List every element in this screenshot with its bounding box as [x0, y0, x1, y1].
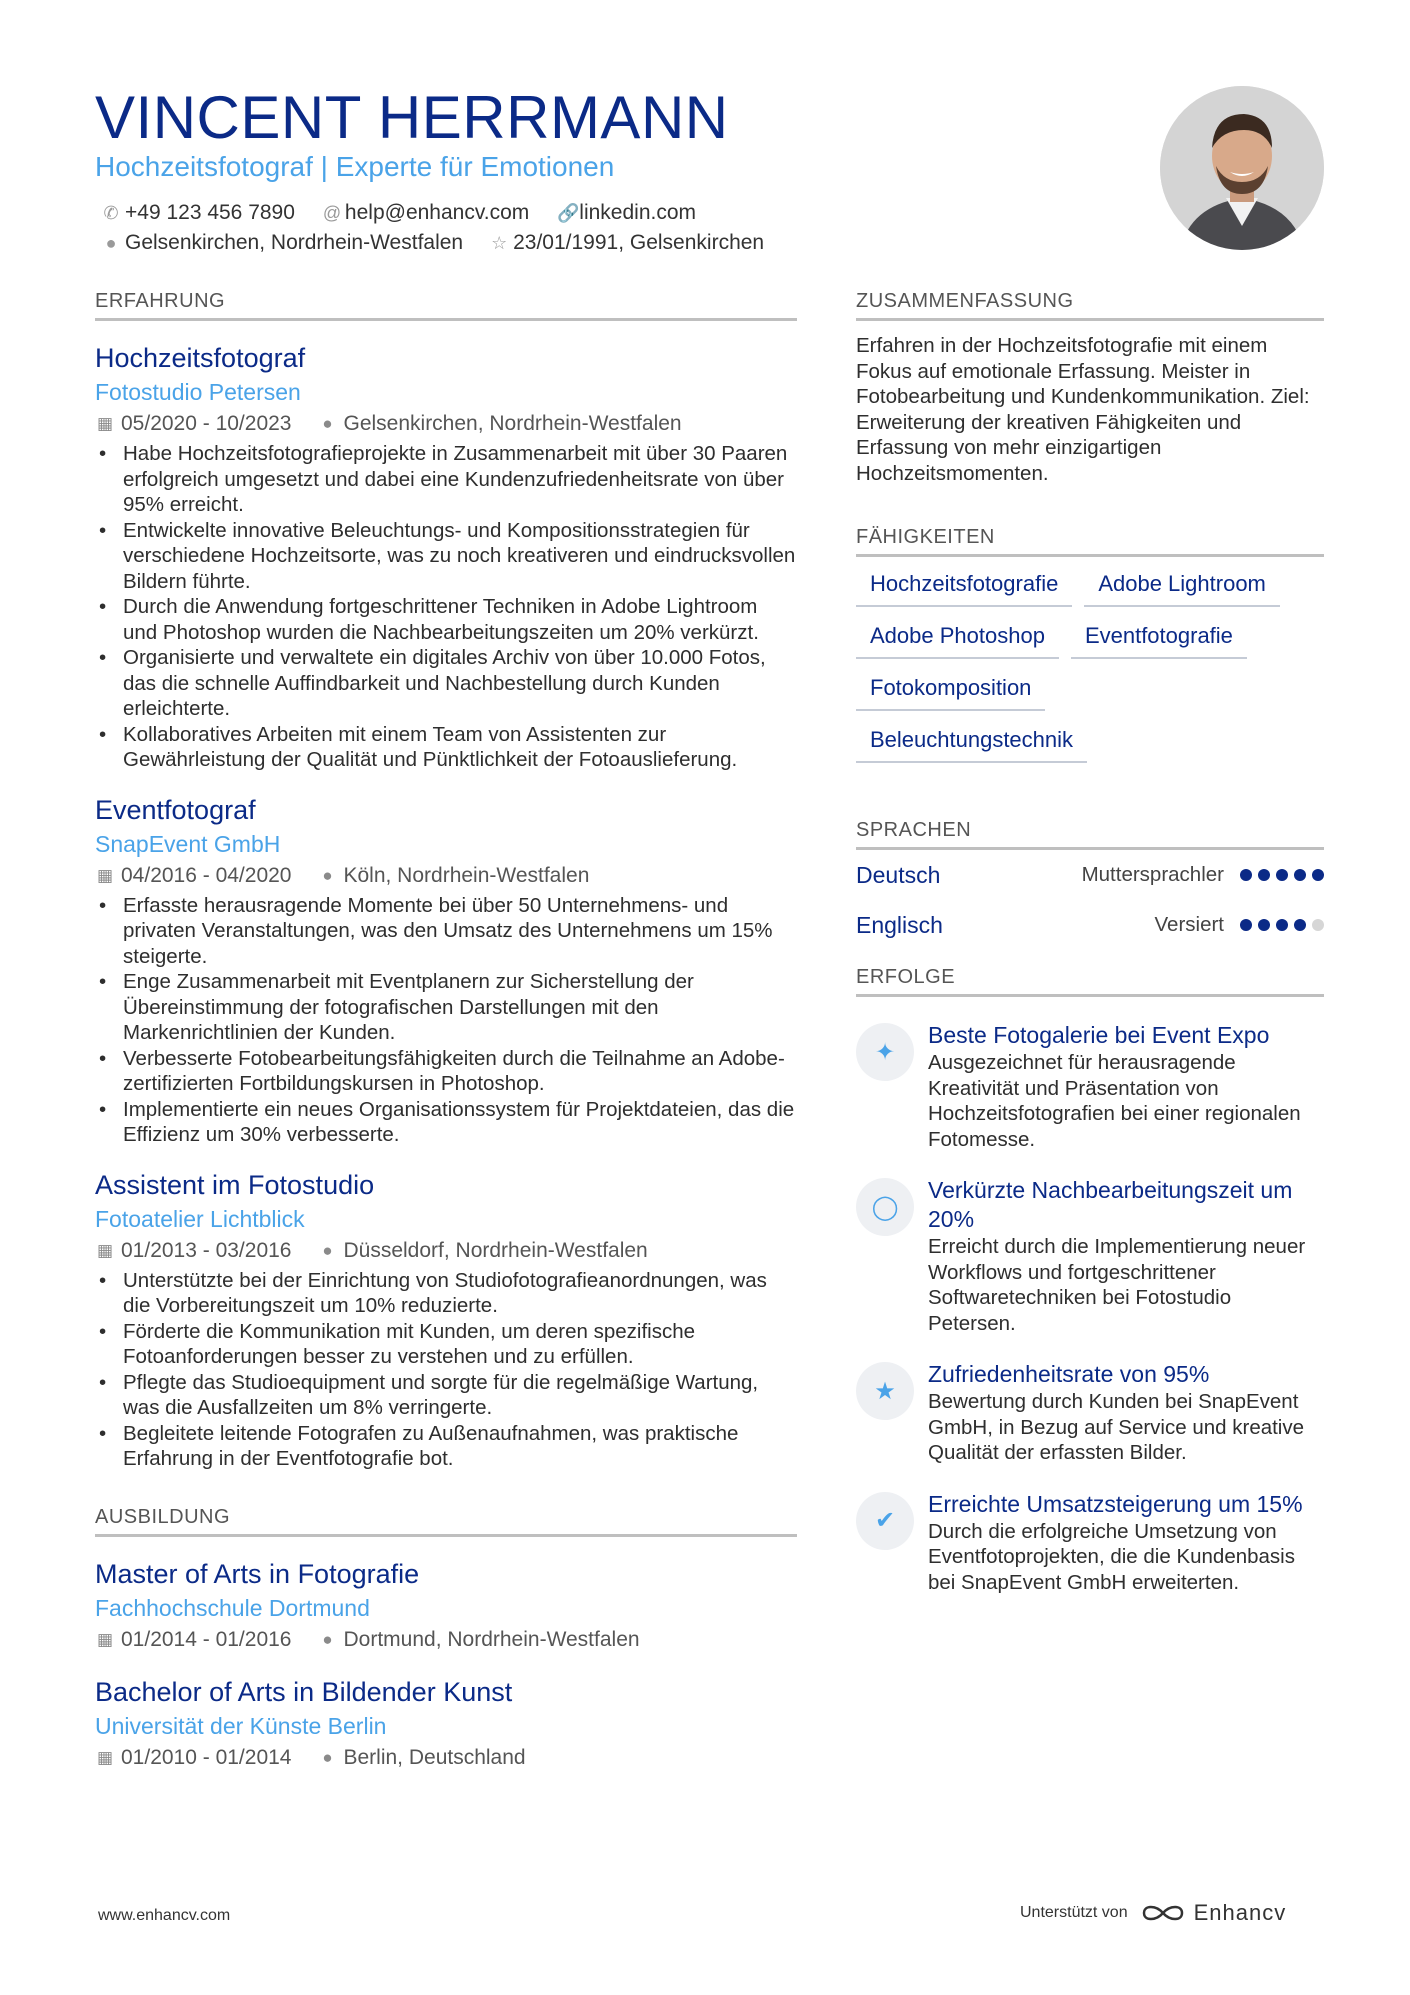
location-pin-icon: ●	[105, 233, 117, 253]
achievement-item	[856, 1021, 1324, 1152]
profile-photo	[1160, 86, 1324, 250]
bullet-item: • Entwickelte innovative Beleuchtungs- und Kompositionsstrategien für verschiedene Hochzeitsorte, was zu noch kreativeren und eindrucksvollen Bildern führte.	[95, 518, 797, 595]
achievement-description: Erreicht durch die Implementierung neuer Workflows und fortgeschrittener Softwaretechniken bei Fotostudio Petersen.	[928, 1235, 1306, 1335]
achievement-item	[856, 1360, 1324, 1466]
lightbulb-icon: ◯	[856, 1178, 914, 1236]
rating-dot-filled	[1258, 869, 1270, 881]
achievement-title: Verkürzte Nachbearbeitungszeit um 20%	[928, 1177, 1293, 1232]
skill-tag: Eventfotografie	[1071, 621, 1247, 659]
bullet-item: • Begleitete leitende Fotografen zu Außenaufnahmen, was praktische Erfahrung in der Eventfotografie bot.	[95, 1421, 797, 1472]
linkedin-text: linkedin.com	[579, 201, 697, 224]
footer-branding	[1020, 1900, 1286, 1926]
language-level: Muttersprachler	[1081, 863, 1224, 886]
job-title: Assistent im Fotostudio	[95, 1169, 375, 1200]
bullet-item: • Enge Zusammenarbeit mit Eventplanern zur Sicherstellung der Übereinstimmung der fotografischen Darstellungen mit den Markenrichtlinien der Kunden.	[95, 969, 797, 1046]
checkmark-icon: ✔	[856, 1492, 914, 1550]
company-name: Fotoatelier Lichtblick	[95, 1205, 305, 1232]
candidate-name: VINCENT HERRMANN	[95, 84, 729, 151]
skills-heading: FÄHIGKEITEN	[856, 526, 1324, 557]
rating-dot-empty	[1312, 919, 1324, 931]
phone-text: +49 123 456 7890	[125, 201, 295, 224]
education-entry	[95, 1557, 797, 1655]
brand-name: Enhancv	[1193, 1900, 1287, 1925]
location-pin-icon: ●	[322, 1747, 333, 1767]
contact-email[interactable]	[323, 198, 529, 228]
left-column	[95, 290, 797, 1773]
rating-dot-filled	[1276, 869, 1288, 881]
contact-row	[103, 198, 863, 228]
bullet-item: • Erfasste herausragende Momente bei über 50 Unternehmens- und privaten Veranstaltungen, was den Umsatz des Unternehmens um 15% steigerte.	[95, 893, 797, 970]
degree-title: Master of Arts in Fotografie	[95, 1558, 420, 1589]
languages-list	[856, 850, 1324, 950]
experience-heading: ERFAHRUNG	[95, 290, 797, 321]
calendar-icon: ▦	[97, 1629, 114, 1649]
entry-meta	[95, 1236, 797, 1266]
languages-heading: SPRACHEN	[856, 819, 1324, 850]
language-level: Versiert	[1154, 913, 1224, 936]
rating-dot-filled	[1258, 919, 1270, 931]
location-text: Köln, Nordrhein-Westfalen	[343, 863, 590, 887]
rating-dot-filled	[1240, 919, 1252, 931]
bullet-item: • Unterstützte bei der Einrichtung von Studiofotografieanordnungen, was die Vorbereitungszeit um 10% reduzierte.	[95, 1268, 797, 1319]
bullet-item: • Förderte die Kommunikation mit Kunden, um deren spezifische Fotoanforderungen besser zu verstehen und zu erfüllen.	[95, 1319, 797, 1370]
contact-row	[103, 228, 863, 258]
skills-list	[856, 569, 1324, 763]
bullet-item: • Pflegte das Studioequipment und sorgte für die regelmäßige Wartung, was die Ausfallzeiten um 8% verringerte.	[95, 1370, 797, 1421]
date-range	[97, 409, 291, 439]
location-pin-icon: ●	[322, 1240, 333, 1260]
language-name: Englisch	[856, 911, 943, 938]
location-pin-icon: ●	[322, 865, 333, 885]
calendar-icon: ▦	[97, 1747, 114, 1767]
job-title: Hochzeitsfotograf	[95, 343, 306, 373]
language-row	[856, 900, 1324, 950]
skill-tag: Hochzeitsfotografie	[856, 569, 1072, 607]
summary-heading: ZUSAMMENFASSUNG	[856, 290, 1324, 321]
achievement-body	[928, 1490, 1324, 1596]
school-name: Universität der Künste Berlin	[95, 1712, 387, 1739]
contact-info	[103, 198, 863, 258]
skill-tag: Beleuchtungstechnik	[856, 725, 1087, 763]
location-text: Dortmund, Nordrhein-Westfalen	[343, 1627, 640, 1651]
bullet-item: • Kollaboratives Arbeiten mit einem Team von Assistenten zur Gewährleistung der Qualität und Pünktlichkeit der Fotoauslieferung.	[95, 722, 797, 773]
calendar-icon: ▦	[97, 865, 114, 885]
bullet-list	[95, 1268, 797, 1472]
bullet-item: • Verbesserte Fotobearbeitungsfähigkeiten durch die Teilnahme an Adobe-zertifizierten Fortbildungskursen in Photoshop.	[95, 1046, 797, 1097]
job-location	[319, 409, 681, 439]
date-text: 01/2014 - 01/2016	[121, 1627, 292, 1651]
date-text: 05/2020 - 10/2023	[121, 412, 292, 435]
achievement-title: Erreichte Umsatzsteigerung um 15%	[928, 1490, 1303, 1517]
rating-dot-filled	[1240, 869, 1252, 881]
link-icon: 🔗	[557, 203, 580, 223]
rating-dot-filled	[1294, 869, 1306, 881]
achievements-heading: ERFOLGE	[856, 966, 1324, 997]
rating-dot-filled	[1276, 919, 1288, 931]
date-text: 04/2016 - 04/2020	[121, 863, 292, 887]
location-text: Berlin, Deutschland	[343, 1745, 526, 1769]
entry-meta	[95, 1743, 797, 1773]
rating-dot-filled	[1294, 919, 1306, 931]
achievement-description: Durch die erfolgreiche Umsetzung von Eventfotoprojekten, die die Kundenbasis bei SnapEvent GmbH erweiterten.	[928, 1519, 1295, 1594]
achievement-body	[928, 1176, 1324, 1336]
brand-logo[interactable]	[1140, 1900, 1287, 1926]
email-text: help@enhancv.com	[344, 201, 530, 224]
date-text: 01/2010 - 01/2014	[121, 1745, 292, 1769]
experience-entry	[95, 1168, 797, 1472]
bullet-item: • Organisierte und verwaltete ein digitales Archiv von über 10.000 Fotos, das die schnelle Auffindbarkeit und Nachbestellung durch Kunden erleichterte.	[95, 645, 797, 722]
date-range	[97, 1625, 291, 1655]
job-location	[319, 1236, 647, 1266]
degree-title: Bachelor of Arts in Bildender Kunst	[95, 1676, 513, 1707]
avatar-illustration	[1160, 86, 1324, 250]
location-pin-icon: ●	[322, 1629, 333, 1649]
powered-by-label: Unterstützt von	[1020, 1904, 1128, 1921]
location-text: Gelsenkirchen, Nordrhein-Westfalen	[343, 412, 682, 435]
summary-text: Erfahren in der Hochzeitsfotografie mit einem Fokus auf emotionale Erfassung. Meister in Fotobearbeitung und Kundenkommunikation. Ziel: Erweiterung der kreativen Fähigkeiten und Erfassung von mehr einzigartigen Hochzeitsmomenten.	[856, 334, 1310, 485]
footer-website[interactable]: www.enhancv.com	[98, 1907, 231, 1924]
bullet-item: • Habe Hochzeitsfotografieprojekte in Zusammenarbeit mit über 30 Paaren erfolgreich umgesetzt und dabei eine Kundenzufriedenheitsrate von über 95% erreicht.	[95, 441, 797, 518]
achievement-item	[856, 1176, 1324, 1336]
location-text: Düsseldorf, Nordrhein-Westfalen	[343, 1238, 648, 1262]
language-row	[856, 850, 1324, 900]
skill-tag: Adobe Lightroom	[1084, 569, 1280, 607]
candidate-headline: Hochzeitsfotograf | Experte für Emotionen	[95, 151, 615, 182]
achievement-title: Beste Fotogalerie bei Event Expo	[928, 1022, 1270, 1048]
contact-location	[103, 228, 463, 258]
date-range	[97, 861, 291, 891]
calendar-icon: ▦	[97, 1240, 114, 1260]
school-location	[319, 1625, 639, 1655]
bullet-list	[95, 441, 797, 773]
date-text: 01/2013 - 03/2016	[121, 1238, 292, 1262]
company-name: SnapEvent GmbH	[95, 830, 281, 857]
contact-linkedin[interactable]	[557, 198, 696, 228]
date-range	[97, 1743, 291, 1773]
right-column	[856, 290, 1324, 1595]
education-heading: AUSBILDUNG	[95, 1506, 797, 1537]
entry-meta	[95, 1625, 797, 1655]
date-range	[97, 1236, 291, 1266]
education-entry	[95, 1675, 797, 1773]
infinity-logo-icon	[1140, 1901, 1186, 1925]
achievement-body	[928, 1360, 1324, 1466]
bullet-list	[95, 893, 797, 1148]
achievement-body	[928, 1021, 1324, 1152]
entry-meta	[95, 861, 797, 891]
experience-entry	[95, 341, 797, 773]
bullet-item: • Durch die Anwendung fortgeschrittener Techniken in Adobe Lightroom und Photoshop wurden die Nachbearbeitungszeiten um 20% verkürzt.	[95, 594, 797, 645]
location-pin-icon: ●	[322, 414, 333, 433]
school-name: Fachhochschule Dortmund	[95, 1594, 370, 1621]
achievement-title: Zufriedenheitsrate von 95%	[928, 1361, 1210, 1387]
star-icon: ☆	[491, 233, 508, 253]
bullet-item: • Implementierte ein neues Organisationssystem für Projektdateien, das die Effizienz um 30% verbesserte.	[95, 1097, 797, 1148]
contact-birth	[491, 228, 764, 258]
skill-tag: Adobe Photoshop	[856, 621, 1059, 659]
at-icon: @	[322, 203, 342, 223]
language-rating	[1240, 869, 1324, 881]
rating-dot-filled	[1312, 869, 1324, 881]
achievement-description: Ausgezeichnet für herausragende Kreativität und Präsentation von Hochzeitsfotografien bei einer regionalen Fotomesse.	[928, 1051, 1301, 1151]
star-icon: ★	[856, 1362, 914, 1420]
location-text: Gelsenkirchen, Nordrhein-Westfalen	[125, 231, 464, 254]
phone-icon: ✆	[103, 203, 119, 223]
achievement-item	[856, 1490, 1324, 1596]
birth-text: 23/01/1991, Gelsenkirchen	[513, 231, 765, 254]
language-rating	[1240, 919, 1324, 931]
calendar-icon: ▦	[97, 414, 114, 433]
skill-tag: Fotokomposition	[856, 673, 1045, 711]
achievement-description: Bewertung durch Kunden bei SnapEvent GmbH, in Bezug auf Service und kreative Qualität der erfassten Bilder.	[928, 1390, 1305, 1464]
magic-wand-icon: ✦	[856, 1023, 914, 1081]
contact-phone[interactable]	[103, 198, 295, 228]
job-location	[319, 861, 589, 891]
school-location	[319, 1743, 525, 1773]
experience-entry	[95, 793, 797, 1148]
company-name: Fotostudio Petersen	[95, 379, 301, 405]
job-title: Eventfotograf	[95, 794, 256, 825]
entry-meta	[95, 409, 797, 439]
language-name: Deutsch	[856, 861, 941, 888]
